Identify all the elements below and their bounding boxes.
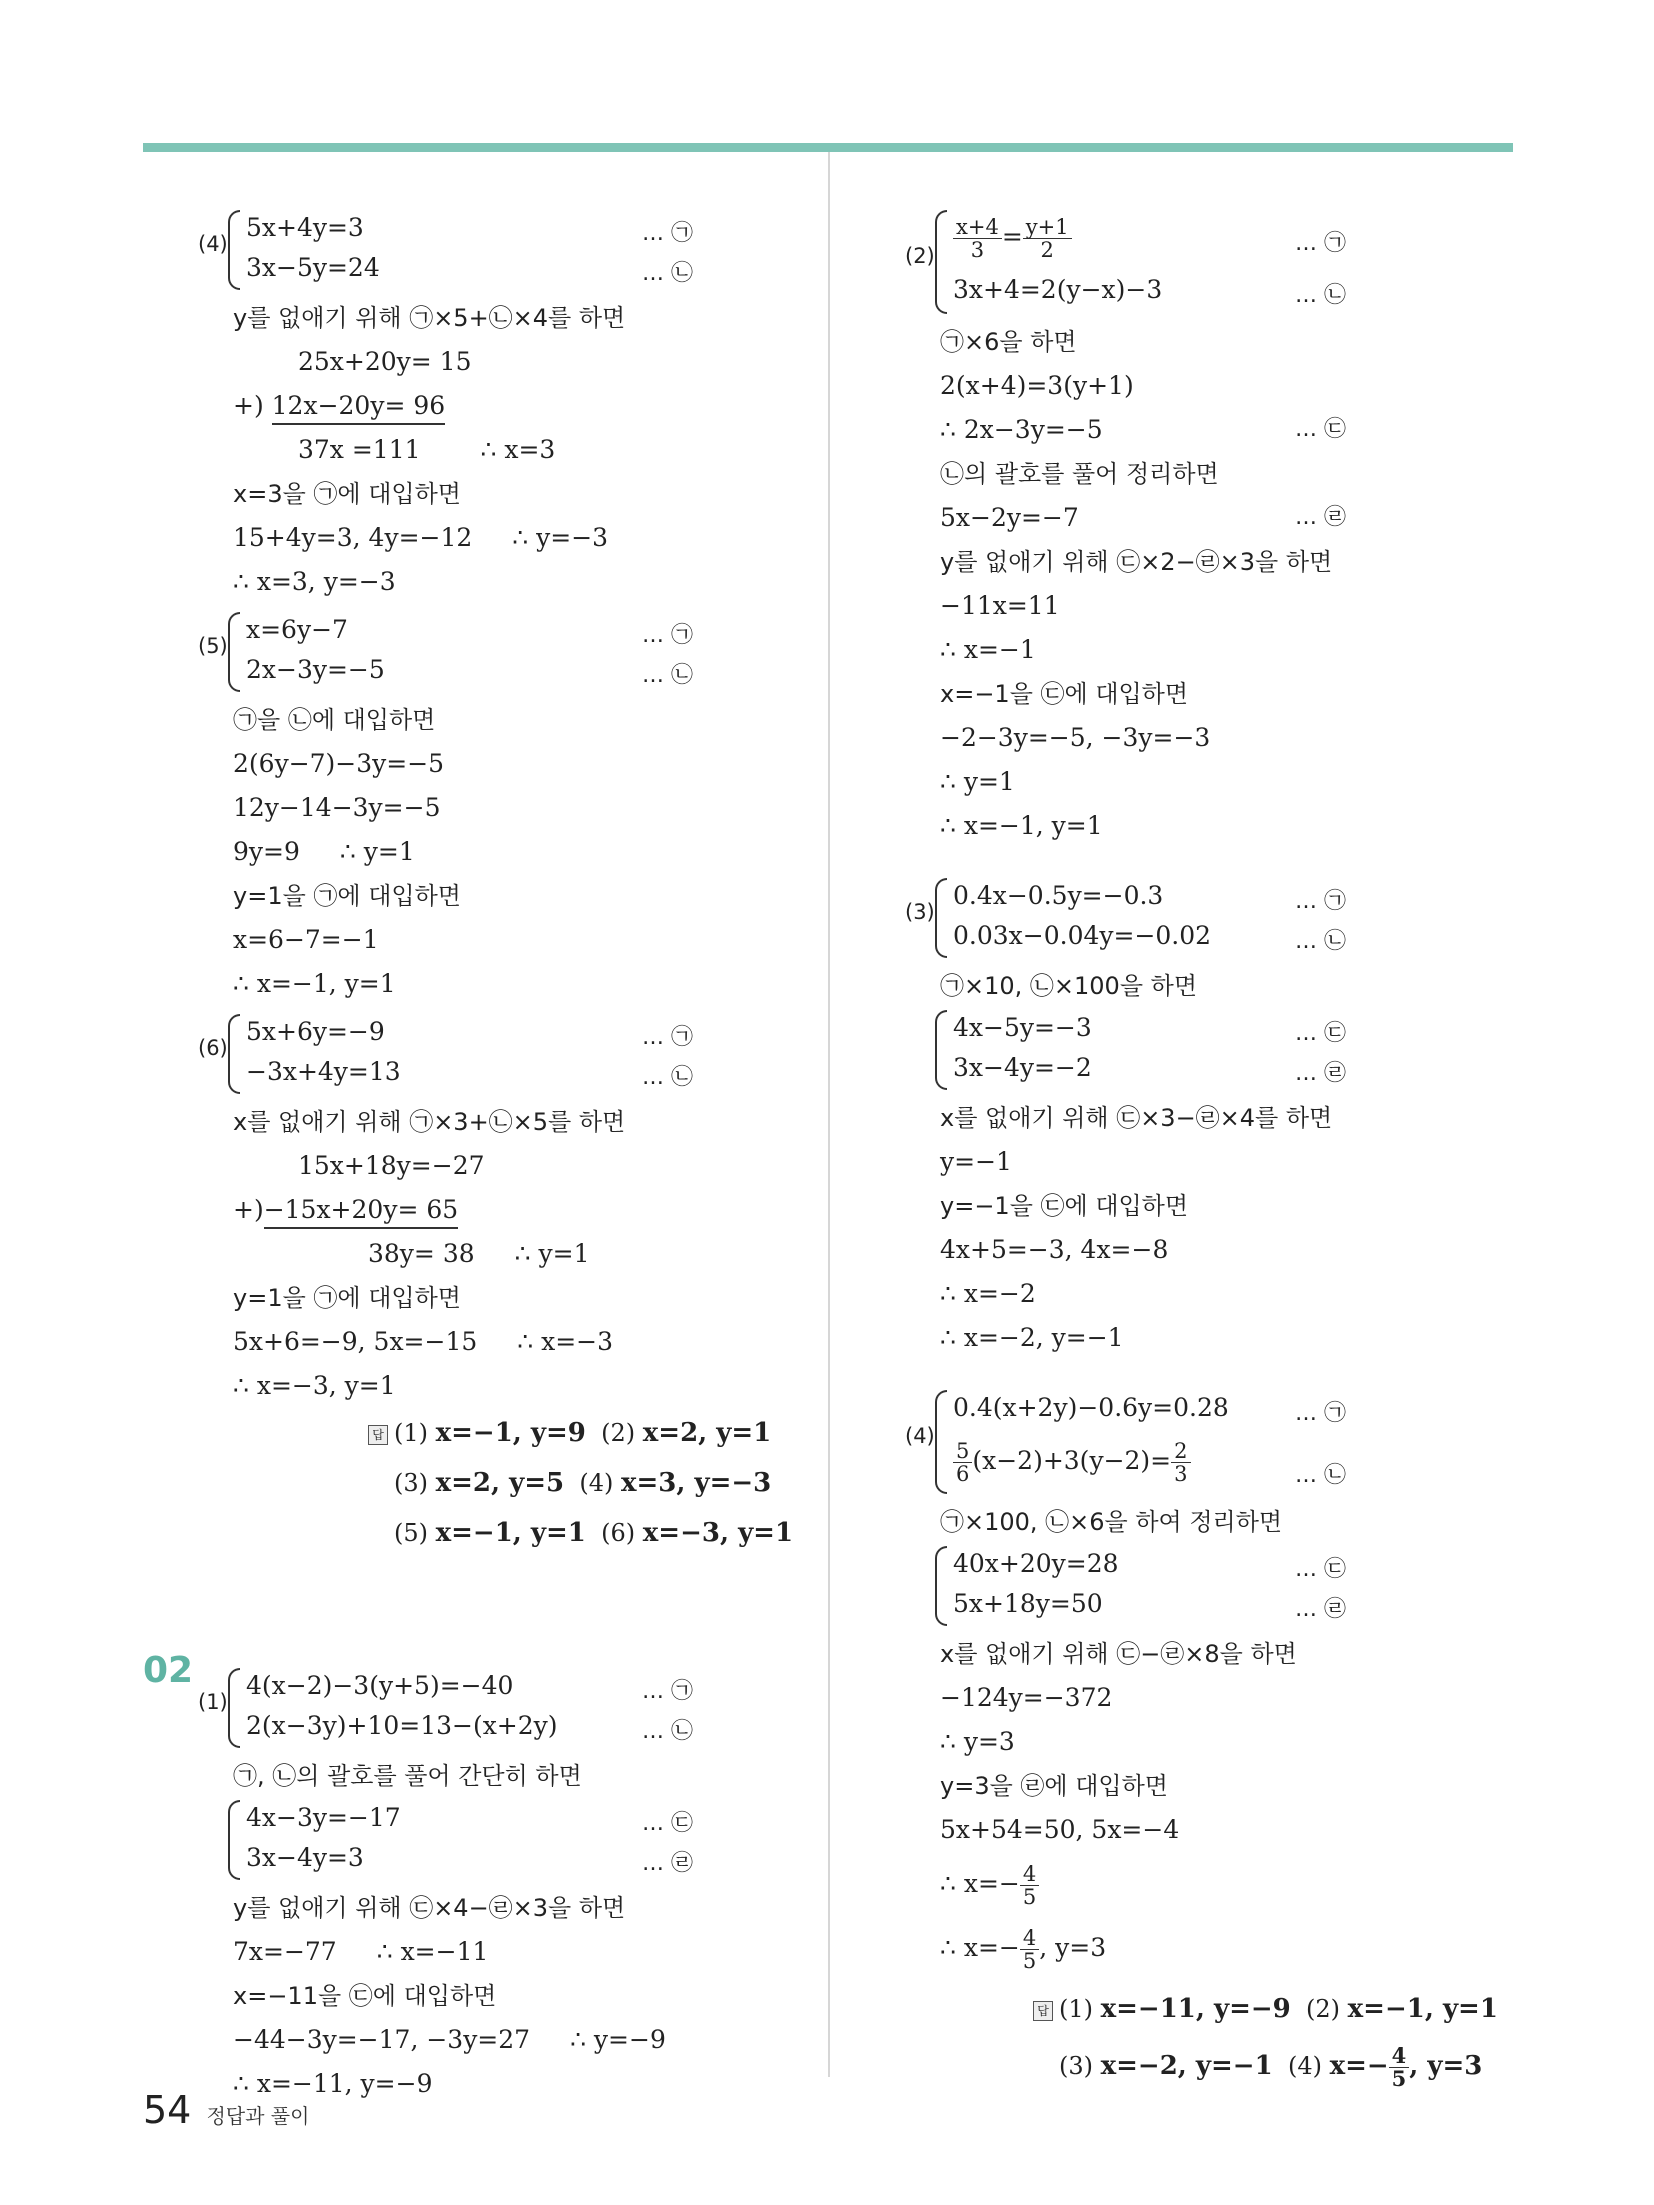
solution-line: ㉡의 괄호를 풀어 정리하면 [940, 460, 1219, 488]
solution-line: y=−1을 ㉢에 대입하면 [940, 1192, 1189, 1220]
equation: 4x−5y=−3 [953, 1013, 1092, 1042]
problem-number: (5) [198, 634, 228, 658]
equation-tag: … ㉢ [1295, 1557, 1346, 1582]
solution-line: 5x+54=50, 5x=−4 [940, 1815, 1180, 1844]
solution-line: x를 없애기 위해 ㉠×3+㉡×5를 하면 [233, 1108, 626, 1136]
system-3 [905, 876, 1515, 958]
derived-system [905, 1544, 1515, 1626]
equation: x=6y−7 [246, 615, 348, 644]
solution-line: 7x=−77 ∴ x=−11 [233, 1937, 489, 1966]
equation-tag: … ㉠ [1295, 231, 1346, 256]
problem-number: (4) [905, 1424, 935, 1448]
derived-system [198, 1798, 798, 1880]
brace-icon [228, 1668, 240, 1748]
equation: −3x+4y=13 [246, 1057, 401, 1086]
system-2 [905, 208, 1515, 314]
equation: 2(x−3y)+10=13−(x+2y) [246, 1711, 558, 1740]
page-footer [143, 2088, 309, 2132]
plus-sign: +) [233, 391, 264, 420]
equation-tag: … ㉡ [642, 261, 693, 286]
plus-sign: +) [233, 1195, 264, 1224]
solution-line: 25x+20y= 15 [298, 347, 472, 376]
solution-line: ∴ x=−1 [940, 635, 1036, 664]
solution-line: 5x+6=−9, 5x=−15 ∴ x=−3 [233, 1327, 614, 1356]
solution-line: 2(6y−7)−3y=−5 [233, 749, 445, 778]
brace-icon [228, 612, 240, 692]
solution-line: x=−1을 ㉢에 대입하면 [940, 680, 1189, 708]
system-4r [905, 1388, 1515, 1494]
problem-number: (6) [198, 1036, 228, 1060]
left-column [198, 208, 798, 2106]
brace-icon [935, 1010, 947, 1090]
solution-line: y를 없애기 위해 ㉢×4−㉣×3을 하면 [233, 1894, 626, 1922]
solution-line: ∴ x=−1, y=1 [940, 811, 1103, 840]
brace-icon [935, 1546, 947, 1626]
equation: 3x−5y=24 [246, 253, 380, 282]
right-column [905, 208, 1515, 2098]
section-number: 02 [143, 1650, 194, 1691]
equation-tag: … ㉠ [1295, 889, 1346, 914]
solution-line: ㉠×100, ㉡×6을 하여 정리하면 [940, 1508, 1283, 1536]
equation-tag: … ㉡ [642, 1719, 693, 1744]
equation-tag: … ㉣ [1295, 1597, 1346, 1622]
solution-line: ∴ x=−2 [940, 1279, 1036, 1308]
system-5 [198, 610, 798, 692]
answer-block: 답 (1) x=−11, y=−9 (2) x=−1, y=1 (3) x=−2, y=−1 (4) x=− $\frac{4}{5}$ , y=3 [905, 1984, 1515, 2098]
brace-icon [935, 878, 947, 958]
solution-line: 15+4y=3, 4y=−12 ∴ y=−3 [233, 523, 609, 552]
equation-tag: … ㉠ [1295, 1401, 1346, 1426]
system-6 [198, 1012, 798, 1094]
equation: 4x−3y=−17 [246, 1803, 401, 1832]
solution-line: y=1을 ㉠에 대입하면 [233, 882, 461, 910]
solution-line: ∴ x=−11, y=−9 [233, 2069, 433, 2098]
top-accent-bar [143, 143, 1513, 152]
solution-line: ∴ x=− $\frac{4}{5}$ [905, 1852, 1515, 1916]
equation: 40x+20y=28 [953, 1549, 1119, 1578]
equation-tag: … ㉠ [642, 623, 693, 648]
equation-tag: … ㉡ [642, 663, 693, 688]
solution-line: ∴ x=−2, y=−1 [940, 1323, 1124, 1352]
solution-line: ㉠×6을 하면 [940, 328, 1077, 356]
equation-tag: … ㉠ [642, 1679, 693, 1704]
solution-line: −15x+20y= 65 [264, 1193, 458, 1229]
equation: 0.4(x+2y)−0.6y=0.28 [953, 1393, 1229, 1422]
equation: 3x−4y=−2 [953, 1053, 1092, 1082]
answer-block: 답 (1) x=−1, y=9 (2) x=2, y=1 (3) x=2, y=5 (4) x=3, y=−3 (5) x=−1, y=1 (6) x=−3, y=1 [198, 1408, 798, 1558]
solution-line: x를 없애기 위해 ㉢×3−㉣×4를 하면 [940, 1104, 1333, 1132]
solution-line: y=−1 [940, 1147, 1012, 1176]
equation-tag: … ㉢ [642, 1811, 693, 1836]
equation-tag: … ㉢ [1295, 1021, 1346, 1046]
solution-line: 12y−14−3y=−5 [233, 793, 441, 822]
equation: 4(x−2)−3(y+5)=−40 [246, 1671, 514, 1700]
column-divider [828, 152, 830, 2077]
solution-line: x=3을 ㉠에 대입하면 [233, 480, 461, 508]
solution-line: x=6−7=−1 [233, 925, 379, 954]
solution-line: 9y=9 ∴ y=1 [233, 837, 415, 866]
answer-box-icon: 답 [368, 1425, 388, 1445]
solution-line: ∴ x=− $\frac{4}{5}$ , y=3 [940, 1926, 1107, 1973]
equation-tag: … ㉠ [642, 221, 693, 246]
footer-label: 정답과 풀이 [206, 2104, 310, 2128]
solution-line: −44−3y=−17, −3y=27 ∴ y=−9 [233, 2025, 666, 2054]
equation-tag: … ㉡ [1295, 1463, 1346, 1488]
problem-number: (4) [198, 232, 228, 256]
equation-tag: … ㉡ [1295, 283, 1346, 308]
solution-line: 38y= 38 ∴ y=1 [368, 1239, 590, 1268]
solution-line: 2(x+4)=3(y+1) [940, 371, 1134, 400]
solution-line: ∴ y=3 [940, 1727, 1015, 1756]
answer-box-icon: 답 [1033, 2001, 1053, 2021]
equation: 5x+18y=50 [953, 1589, 1103, 1618]
equation-tag: … ㉠ [642, 1025, 693, 1050]
solution-line: −11x=11 [940, 591, 1060, 620]
system-4 [198, 208, 798, 290]
brace-icon [228, 1800, 240, 1880]
solution-line: 37x =111 ∴ x=3 [298, 435, 556, 464]
brace-icon [228, 210, 240, 290]
solution-line: ㉠, ㉡의 괄호를 풀어 간단히 하면 [233, 1762, 582, 1790]
solution-line: 4x+5=−3, 4x=−8 [940, 1235, 1169, 1264]
solution-line: ∴ x=−3, y=1 [233, 1371, 396, 1400]
equation: 3x+4=2(y−x)−3 [953, 275, 1163, 304]
solution-line: ∴ x=−1, y=1 [233, 969, 396, 998]
brace-icon [228, 1014, 240, 1094]
problem-number: (2) [905, 244, 935, 268]
solution-line: 5x−2y=−7 … ㉣ [940, 503, 1346, 532]
equation: $\frac{x+4}{3}$ = $\frac{y+1}{2}$ [953, 208, 1072, 266]
equation-tag: … ㉣ [642, 1851, 693, 1876]
solution-line: x를 없애기 위해 ㉢−㉣×8을 하면 [940, 1640, 1297, 1668]
solution-line: x=−11을 ㉢에 대입하면 [233, 1982, 497, 2010]
equation: 3x−4y=3 [246, 1843, 364, 1872]
solution-line: y=3을 ㉣에 대입하면 [940, 1772, 1168, 1800]
solution-line: y를 없애기 위해 ㉠×5+㉡×4를 하면 [233, 304, 626, 332]
equation: 0.03x−0.04y=−0.02 [953, 921, 1212, 950]
problem-number: (3) [905, 900, 935, 924]
solution-line: ㉠을 ㉡에 대입하면 [233, 706, 436, 734]
equation: 0.4x−0.5y=−0.3 [953, 881, 1164, 910]
brace-icon [935, 210, 947, 314]
solution-line: ∴ x=3, y=−3 [233, 567, 396, 596]
solution-line: 12x−20y= 96 [272, 389, 446, 425]
equation: 2x−3y=−5 [246, 655, 385, 684]
solution-line: ㉠×10, ㉡×100을 하면 [940, 972, 1198, 1000]
derived-system [905, 1008, 1515, 1090]
equation-tag: … ㉣ [1295, 1061, 1346, 1086]
solution-line: −124y=−372 [940, 1683, 1113, 1712]
solution-line: ∴ y=1 [940, 767, 1015, 796]
brace-icon [935, 1390, 947, 1494]
solution-line: ∴ 2x−3y=−5 … ㉢ [940, 415, 1346, 444]
solution-line: y를 없애기 위해 ㉢×2−㉣×3을 하면 [940, 548, 1333, 576]
page-number: 54 [143, 2088, 192, 2132]
equation: 5x+6y=−9 [246, 1017, 385, 1046]
equation: 5x+4y=3 [246, 213, 364, 242]
q02-system-1 [198, 1666, 798, 1748]
equation-tag: … ㉡ [1295, 929, 1346, 954]
equation: $\frac{5}{6}$ (x−2)+3(y−2)= $\frac{2}{3}$ [953, 1432, 1191, 1490]
problem-number: (1) [198, 1690, 228, 1714]
solution-line: 15x+18y=−27 [298, 1151, 485, 1180]
solution-line: −2−3y=−5, −3y=−3 [940, 723, 1211, 752]
solution-line: y=1을 ㉠에 대입하면 [233, 1284, 461, 1312]
equation-tag: … ㉡ [642, 1065, 693, 1090]
